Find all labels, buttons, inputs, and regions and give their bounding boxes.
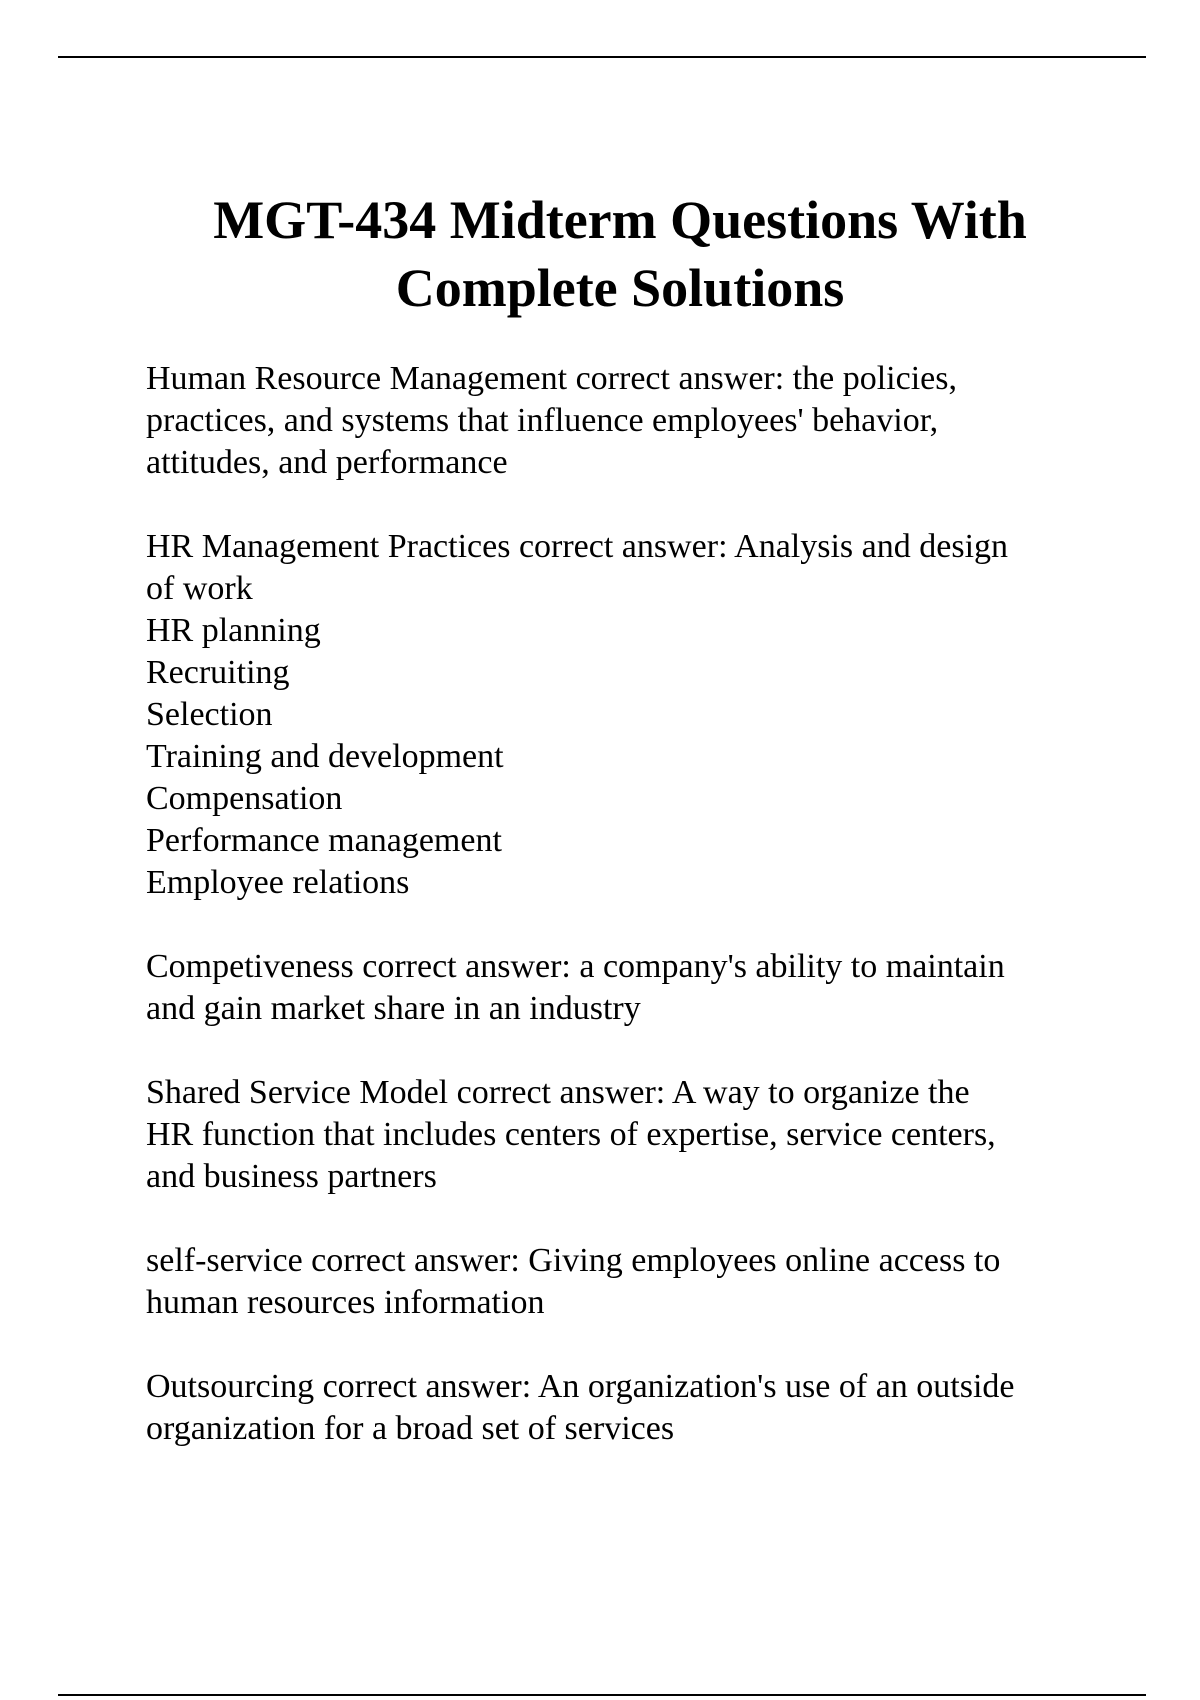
text-line: and business partners [146, 1158, 437, 1195]
text-line: Recruiting [146, 654, 290, 691]
top-rule [58, 56, 1146, 58]
text-line: of work [146, 570, 253, 607]
text-line: organization for a broad set of services [146, 1410, 675, 1447]
page-title [100, 186, 1140, 322]
text-line: Selection [146, 696, 273, 733]
text-line: HR Management Practices correct answer: Analysis and design [146, 528, 1009, 565]
qa-entry-self-service [146, 1240, 1106, 1324]
bottom-rule [58, 1694, 1146, 1696]
text-line: Compensation [146, 780, 343, 817]
text-line: Employee relations [146, 864, 410, 901]
title-line-1: MGT-434 Midterm Questions With [213, 190, 1027, 250]
title-line-2: Complete Solutions [395, 258, 845, 318]
text-line: Training and development [146, 738, 504, 775]
text-line: HR planning [146, 612, 321, 649]
qa-entry-hrm [146, 358, 1106, 484]
text-line: human resources information [146, 1284, 545, 1321]
text-line: and gain market share in an industry [146, 990, 641, 1027]
document-body [146, 358, 1106, 1492]
text-line: Outsourcing correct answer: An organization's use of an outside [146, 1368, 1015, 1405]
text-line: Performance management [146, 822, 502, 859]
qa-entry-hr-practices [146, 526, 1106, 904]
qa-entry-competiveness [146, 946, 1106, 1030]
qa-entry-shared-service-model [146, 1072, 1106, 1198]
text-line: HR function that includes centers of expertise, service centers, [146, 1116, 996, 1153]
text-line: Human Resource Management correct answer: the policies, [146, 360, 957, 397]
text-line: self-service correct answer: Giving employees online access to [146, 1242, 1001, 1279]
text-line: attitudes, and performance [146, 444, 508, 481]
text-line: practices, and systems that influence employees' behavior, [146, 402, 939, 439]
qa-entry-outsourcing [146, 1366, 1106, 1450]
text-line: Competiveness correct answer: a company's ability to maintain [146, 948, 1005, 985]
text-line: Shared Service Model correct answer: A way to organize the [146, 1074, 970, 1111]
